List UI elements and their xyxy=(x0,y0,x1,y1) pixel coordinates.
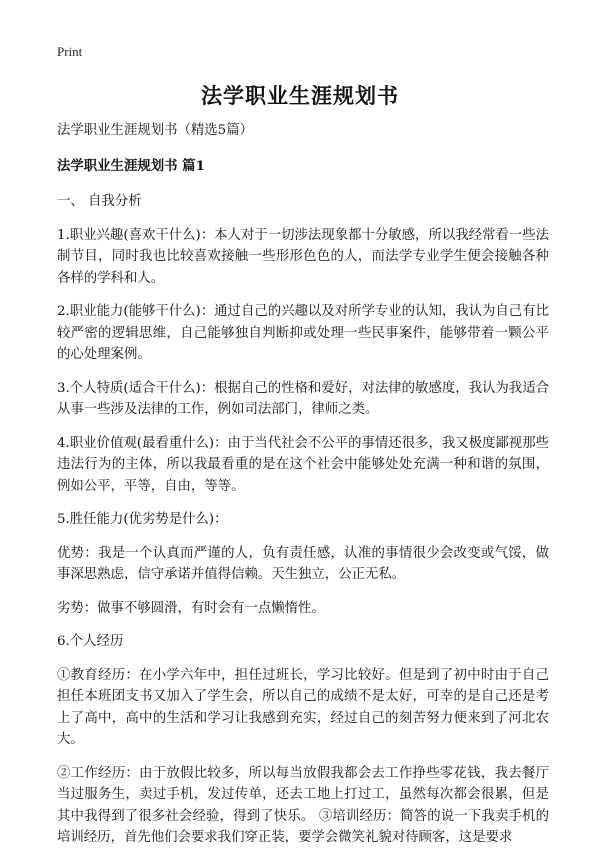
paragraph-personal-traits: 3.个人特质(适合干什么)：根据自己的性格和爱好，对法律的敏感度，我认为我适合从事一些涉及法律的工作，例如司法部门，律师之类。 xyxy=(57,380,549,417)
paragraph-personal-experience-heading: 6.个人经历 xyxy=(57,634,124,649)
document-body xyxy=(57,120,549,861)
paragraph-career-interest: 1.职业兴趣(喜欢干什么)：本人对于一切涉法现象都十分敏感，所以我经常看一些法制节目，同时我也比较喜欢接触一些形形色色的人，而法学专业学生便会接触各种各样的学科和人。 xyxy=(57,227,549,286)
section-heading: 法学职业生涯规划书 篇1 xyxy=(57,157,205,174)
paragraph-weaknesses: 劣势：做事不够圆滑，有时会有一点懒惰性。 xyxy=(57,600,325,616)
paragraph-education-experience: ①教育经历：在小学六年中，担任过班长，学习比较好。但是到了初中时由于自己担任本班团支书又加入了学生会，所以自己的成绩不是太好，可幸的是自己还是考上了高中，高中的生活和学习让我感到充实，经过自己的刻苦努力便来到了河北农大。 xyxy=(57,667,549,747)
paragraph-self-analysis-heading: 一、 自我分析 xyxy=(57,194,142,209)
document-title: 法学职业生涯规划书 xyxy=(201,84,399,108)
paragraph-career-ability: 2.职业能力(能够干什么)：通过自己的兴趣以及对所学专业的认知，我认为自己有比较严密的逻辑思维，自己能够独自判断抑或处理一些民事案件，能够带着一颗公平的心处理案例。 xyxy=(57,304,549,362)
paragraph-competency: 5.胜任能力(优劣势是什么)： xyxy=(57,512,228,527)
paragraph-strengths: 优势：我是一个认真而严谨的人，负有责任感，认准的事情很少会改变或气馁，做事深思熟虑，信守承诺并值得信赖。天生独立，公正无私。 xyxy=(57,545,549,582)
print-link[interactable]: Print xyxy=(57,44,83,59)
document-subtitle: 法学职业生涯规划书（精选5篇） xyxy=(57,123,253,138)
paragraph-work-experience: ②工作经历：由于放假比较多，所以每当放假我都会去工作挣些零花钱，我去餐厅当过服务生，卖过手机，发过传单，还去工地上打过工，虽然每次都会很累，但是其中我得到了很多社会经验，得到了快乐。 ③培训经历：简答的说一下我卖手机的培训经历，首先他们会要求我们穿正装，要学会微笑礼貌对待顾客，这是要求 xyxy=(57,765,549,845)
paragraph-career-values: 4.职业价值观(最看重什么)：由于当代社会不公平的事情还很多，我又极度鄙视那些违法行为的主体，所以我最看重的是在这个社会中能够处处充满一种和谐的氛围，例如公平，平等，自由，等等。 xyxy=(57,435,549,494)
